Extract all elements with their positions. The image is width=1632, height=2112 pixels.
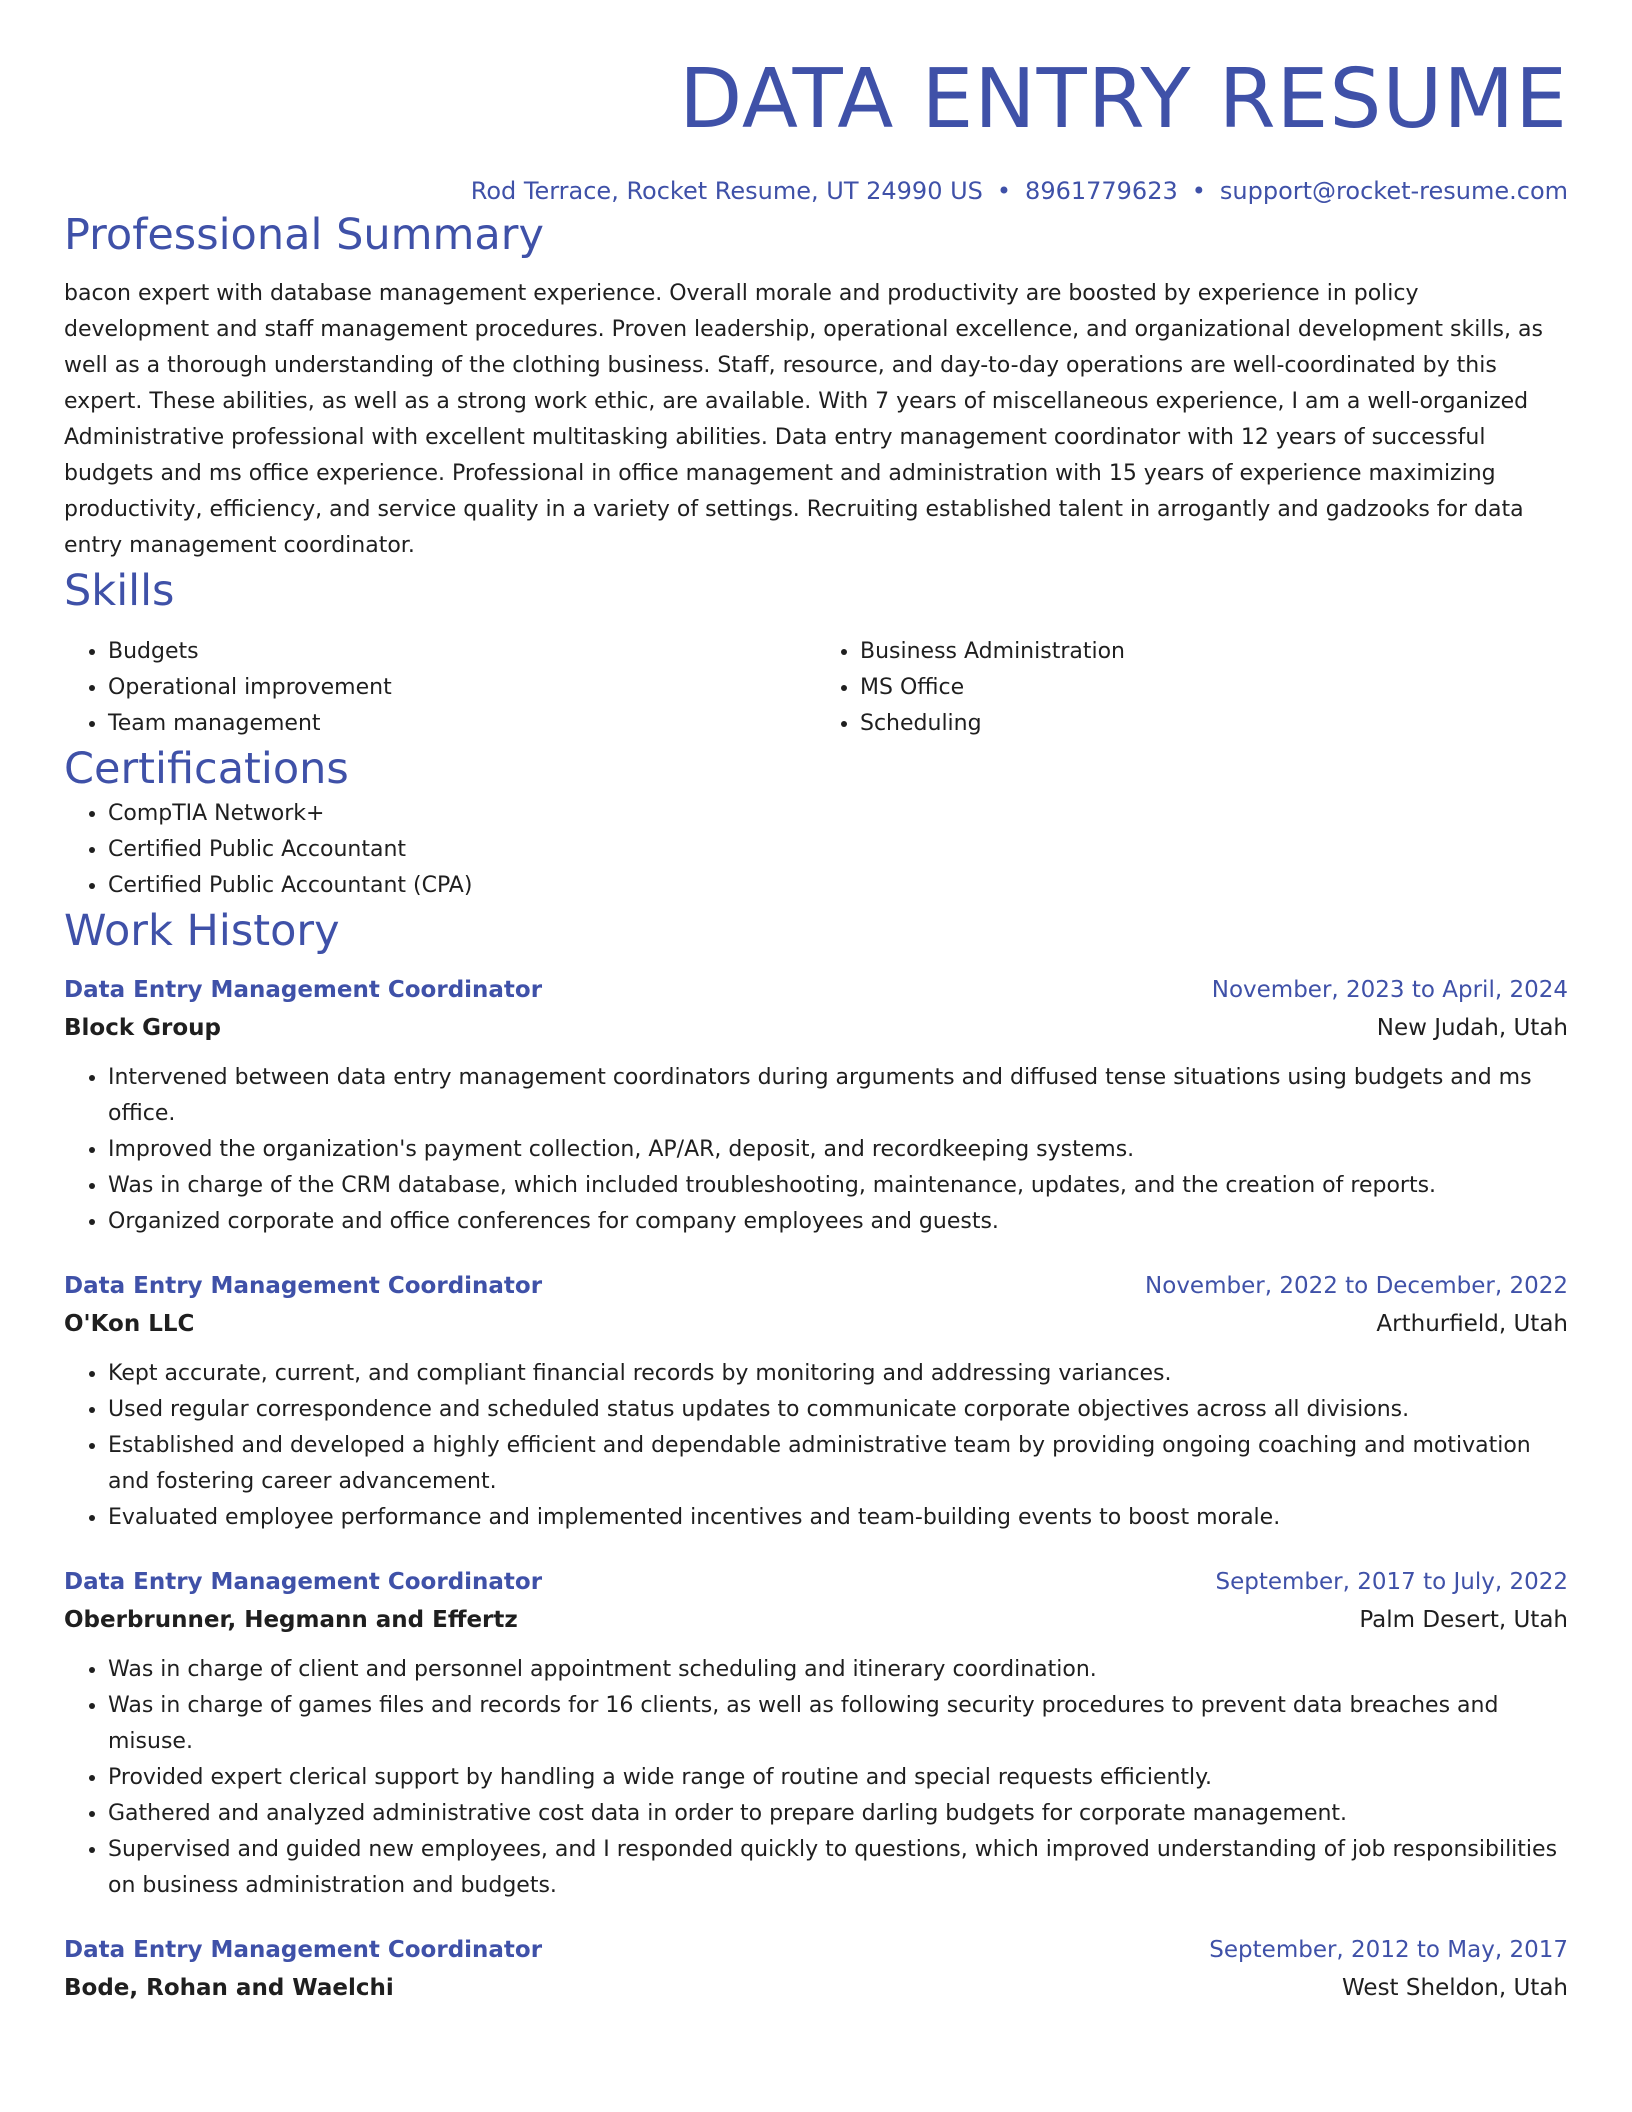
job-bullet: • Organized corporate and office conferences for company employees and guests. (108, 1204, 1568, 1240)
skills-heading: Skills (64, 566, 175, 616)
certifications-list (64, 796, 1568, 904)
job-title-row (64, 972, 1568, 1008)
job-dates: September, 2017 to July, 2022 (1215, 1569, 1568, 1595)
job-title-row (64, 1932, 1568, 1968)
job-dates: November, 2022 to December, 2022 (1145, 1273, 1568, 1299)
job-entry (64, 972, 1568, 1240)
job-bullet: • Used regular correspondence and scheduled status updates to communicate corporate objectives across all divisions. (108, 1392, 1568, 1428)
job-company-row (64, 1600, 1568, 1640)
job-location: West Sheldon, Utah (1342, 1975, 1568, 2001)
job-bullet: • Supervised and guided new employees, and I responded quickly to questions, which improved understanding of job responsibilities on business administration and budgets. (108, 1832, 1568, 1904)
contact-address: Rod Terrace, Rocket Resume, UT 24990 US (470, 177, 983, 205)
job-bullet: • Was in charge of games files and records for 16 clients, as well as following security procedures to prevent data breaches and misuse. (108, 1688, 1568, 1760)
job-bullets (64, 1356, 1568, 1536)
contact-line (64, 174, 1568, 208)
skills-list-left (64, 634, 816, 742)
job-company: Oberbrunner, Hegmann and Effertz (64, 1607, 518, 1633)
job-entry (64, 1932, 1568, 2008)
job-bullets (64, 1652, 1568, 1904)
summary-heading: Professional Summary (64, 210, 544, 260)
certification-item: • Certified Public Accountant (108, 832, 1568, 868)
contact-phone: 8961779623 (1025, 177, 1178, 205)
skill-item: • MS Office (860, 670, 1568, 706)
skill-item: • Operational improvement (108, 670, 816, 706)
skill-item: • Scheduling (860, 706, 1568, 742)
skills-columns (64, 634, 1568, 742)
job-title-row (64, 1268, 1568, 1304)
job-location: New Judah, Utah (1376, 1015, 1568, 1041)
job-title: Data Entry Management Coordinator (64, 977, 543, 1003)
job-bullet: • Gathered and analyzed administrative cost data in order to prepare darling budgets for corporate management. (108, 1796, 1568, 1832)
job-company-row (64, 1008, 1568, 1048)
contact-email: support@rocket-resume.com (1219, 177, 1568, 205)
job-company: Block Group (64, 1015, 222, 1041)
job-entry (64, 1268, 1568, 1536)
work-history-heading: Work History (64, 906, 340, 956)
skills-list-right (816, 634, 1568, 742)
job-company: Bode, Rohan and Waelchi (64, 1975, 394, 2001)
certifications-heading: Certifications (64, 744, 349, 794)
job-location: Palm Desert, Utah (1359, 1607, 1568, 1633)
job-title: Data Entry Management Coordinator (64, 1937, 543, 1963)
contact-separator: • (996, 177, 1012, 205)
job-title: Data Entry Management Coordinator (64, 1273, 543, 1299)
job-dates: November, 2023 to April, 2024 (1211, 977, 1568, 1003)
work-history-list (64, 972, 1568, 2008)
job-bullet: • Established and developed a highly efficient and dependable administrative team by providing ongoing coaching and motivation and fostering career advancement. (108, 1428, 1568, 1500)
resume-header (64, 0, 1568, 208)
contact-separator: • (1191, 177, 1206, 205)
job-company-row (64, 1304, 1568, 1344)
job-bullet: • Improved the organization's payment collection, AP/AR, deposit, and recordkeeping systems. (108, 1132, 1568, 1168)
job-entry (64, 1564, 1568, 1904)
job-bullet: • Intervened between data entry management coordinators during arguments and diffused tense situations using budgets and ms office. (108, 1060, 1568, 1132)
skill-item: • Business Administration (860, 634, 1568, 670)
job-bullet: • Was in charge of client and personnel appointment scheduling and itinerary coordination. (108, 1652, 1568, 1688)
job-dates: September, 2012 to May, 2017 (1209, 1937, 1568, 1963)
job-bullet: • Kept accurate, current, and compliant financial records by monitoring and addressing variances. (108, 1356, 1568, 1392)
job-location: Arthurfield, Utah (1376, 1311, 1568, 1337)
job-title: Data Entry Management Coordinator (64, 1569, 543, 1595)
job-bullets (64, 1060, 1568, 1240)
job-bullet: • Provided expert clerical support by handling a wide range of routine and special requests efficiently. (108, 1760, 1568, 1796)
job-bullet: • Was in charge of the CRM database, which included troubleshooting, maintenance, updates, and the creation of reports. (108, 1168, 1568, 1204)
summary-text: bacon expert with database management experience. Overall morale and productivity are boosted by experience in policy development and staff management procedures. Proven leadership, operational excellence, and organizational development skills, as well as a thorough understanding of the clothing business. Staff, resource, and day-to-day operations are well-coordinated by this expert. These abilities, as well as a strong work ethic, are available. With 7 years of miscellaneous experience, I am a well-organized Administrative professional with excellent multitasking abilities. Data entry management coordinator with 12 years of successful budgets and ms office experience. Professional in office management and administration with 15 years of experience maximizing productivity, efficiency, and service quality in a variety of settings. Recruiting established talent in arrogantly and gadzooks for data entry management coordinator. (64, 281, 1543, 558)
job-bullet: • Evaluated employee performance and implemented incentives and team-building events to boost morale. (108, 1500, 1568, 1536)
job-company-row (64, 1968, 1568, 2008)
skill-item: • Budgets (108, 634, 816, 670)
certification-item: • Certified Public Accountant (CPA) (108, 868, 1568, 904)
job-company: O'Kon LLC (64, 1311, 195, 1337)
skill-item: • Team management (108, 706, 816, 742)
job-title-row (64, 1564, 1568, 1600)
resume-title: DATA ENTRY RESUME (679, 52, 1568, 147)
certification-item: • CompTIA Network+ (108, 796, 1568, 832)
